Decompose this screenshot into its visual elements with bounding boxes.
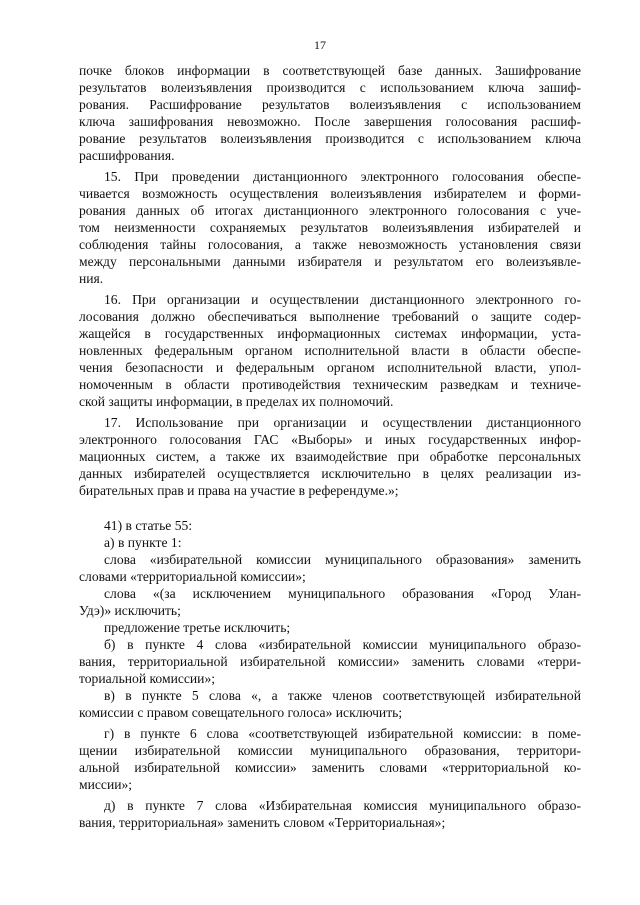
text-line: результатов волеизъявления производится с использованием ключа зашиф- xyxy=(79,80,581,95)
text-line: а) в пункте 1: xyxy=(104,535,182,550)
text-line: слова «избирательной комиссии муниципального образования» заменить xyxy=(104,552,581,567)
text-line: ториальной комиссии»; xyxy=(79,671,216,686)
text-line: 16. При организации и осуществлении дистанционного электронного го- xyxy=(104,292,581,307)
text-line: расшифрования. xyxy=(79,148,175,163)
text-line: 17. Использование при организации и осуществлении дистанционного xyxy=(104,415,581,430)
text-line: лосования должно обеспечиваться выполнение требований о защите содер- xyxy=(79,309,581,324)
text-line: 41) в статье 55: xyxy=(104,518,193,533)
text-line: мационных систем, а также их взаимодействие при обработке персональных xyxy=(79,449,581,464)
text-line: жащейся в государственных информационных системах информации, уста- xyxy=(79,326,581,341)
text-line: щении избирательной комиссии муниципального образования, территори- xyxy=(79,743,581,758)
text-line: предложение третье исключить; xyxy=(104,620,291,635)
text-line: б) в пункте 4 слова «избирательной комиссии муниципального образо- xyxy=(104,637,581,652)
text-line: рование результатов волеизъявления производится с использованием ключа xyxy=(79,131,581,146)
text-line: номоченным в области противодействия техническим разведкам и техниче- xyxy=(79,377,581,392)
text-line: 15. При проведении дистанционного электронного голосования обеспе- xyxy=(104,169,581,184)
text-line: новленных федеральным органом исполнительной власти в области обеспе- xyxy=(79,343,581,358)
text-line: чения безопасности и федеральным органом исполнительной власти, упол- xyxy=(79,360,581,375)
text-line: ключа зашифрования невозможно. После завершения голосования расшиф- xyxy=(79,114,581,129)
text-line: бирательных прав и права на участие в референдуме.»; xyxy=(79,483,399,498)
text-line: ния. xyxy=(79,271,104,286)
text-line: между персональными данными избирателя и результатом его волеизъявле- xyxy=(79,254,581,269)
text-line: альной избирательной комиссии» заменить словами «территориальной ко- xyxy=(79,760,581,775)
text-line: г) в пункте 6 слова «соответствующей избирательной комиссии: в поме- xyxy=(104,726,581,741)
text-line: слова «(за исключением муниципального образования «Город Улан- xyxy=(104,586,581,601)
text-line: почке блоков информации в соответствующей базе данных. Зашифрование xyxy=(79,63,581,78)
text-line: вания, территориальная» заменить словом «Территориальная»; xyxy=(79,815,446,830)
text-line: соблюдения тайны голосования, а также невозможность установления связи xyxy=(79,237,581,252)
text-line: том неизменности сохраняемых результатов волеизъявления избирателей и xyxy=(79,220,581,235)
text-line: электронного голосования ГАС «Выборы» и иных государственных инфор- xyxy=(79,432,581,447)
text-line: данных избирателей осуществляется исключительно в целях реализации из- xyxy=(79,466,581,481)
text-line: ской защиты информации, в пределах их полномочий. xyxy=(79,394,394,409)
text-line: вания, территориальной избирательной комиссии» заменить словами «терри- xyxy=(79,654,581,669)
text-line: комиссии с правом совещательного голоса» исключить; xyxy=(79,705,403,720)
text-line: Удэ)» исключить; xyxy=(79,603,181,618)
text-line: чивается возможность осуществления волеизъявления избирателем и форми- xyxy=(79,186,581,201)
page-number: 17 xyxy=(314,38,326,52)
text-line: д) в пункте 7 слова «Избирательная комиссия муниципального образо- xyxy=(104,798,581,813)
text-line: миссии»; xyxy=(79,777,133,792)
text-line: словами «территориальной комиссии»; xyxy=(79,569,306,584)
text-line: в) в пункте 5 слова «, а также членов соответствующей избирательной xyxy=(104,688,581,703)
text-line: рования данных об итогах дистанционного электронного голосования с уче- xyxy=(79,203,581,218)
text-line: рования. Расшифрование результатов волеизъявления с использованием xyxy=(79,97,581,112)
